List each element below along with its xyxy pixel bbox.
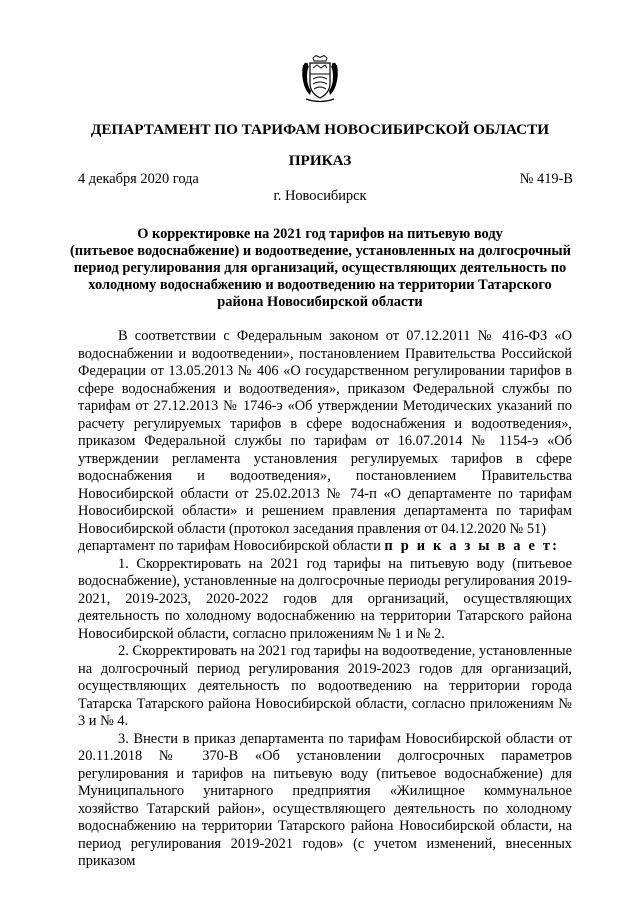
coat-of-arms-icon	[300, 55, 340, 105]
item-1-paragraph: 1. Скорректировать на 2021 год тарифы на питьевую воду (питьевое водоснабжение), установленные на долгосрочные периоды регулирования 2019-2021, 2019-2023, 2020-2022 годов для организаций, осуществляющих деятельность по холодному водоснабжению на территории Татарского района Новосибирской области, согласно приложениям № 1 и № 2.	[78, 555, 572, 642]
preamble-paragraph: В соответствии с Федеральным законом от 07.12.2011 № 416-ФЗ «О водоснабжении и водоотведении», постановлением Правительства Российской Федерации от 13.05.2013 № 406 «О государственном регулировании тарифов в сфере водоснабжения и водоотведения», приказом Федеральной службы по тарифам от 27.12.2013 № 1746-э «Об утверждении Методических указаний по расчету регулируемых тарифов в сфере водоснабжения и водоотведения», приказом Федеральной службы по тарифам от 16.07.2014 № 1154-э «Об утверждении регламента установления регулируемых тарифов в сфере водоснабжения и водоотведения», постановлением Правительства Новосибирской области от 25.02.2013 № 74-п «О департаменте по тарифам Новосибирской области» и решением правления департамента по тарифам Новосибирской области (протокол заседания правления от 04.12.2020 № 51)	[78, 328, 572, 537]
order-date: 4 декабря 2020 года	[78, 171, 199, 187]
order-city: г. Новосибирск	[273, 188, 367, 204]
subject-line: О корректировке на 2021 год тарифов на питьевую воду	[137, 226, 503, 242]
subject-line: период регулирования для организаций, осуществляющих деятельность по	[73, 260, 567, 276]
resolve-line	[78, 538, 572, 556]
department-title: ДЕПАРТАМЕНТ ПО ТАРИФАМ НОВОСИБИРСКОЙ ОБЛАСТИ	[90, 121, 550, 138]
order-subject	[70, 226, 570, 311]
resolve-prefix: департамент по тарифам Новосибирской области	[78, 538, 381, 554]
subject-line: холодному водоснабжению и водоотведению на территории Татарского	[88, 277, 552, 293]
document-type: ПРИКАЗ	[288, 152, 352, 169]
subject-line: района Новосибирской области	[217, 294, 423, 310]
order-body	[78, 328, 572, 871]
resolve-word: п р и к а з ы в а е т:	[384, 538, 560, 554]
item-3-paragraph: 3. Внести в приказ департамента по тарифам Новосибирской области от 20.11.2018 № 370-В «Об установлении долгосрочных параметров регулирования и тарифов на питьевую воду (питьевое водоснабжение) для Муниципального унитарного предприятия «Жилищное коммунальное хозяйство Татарский район», осуществляющего деятельность по холодному водоснабжению на территории Татарского района Новосибирской области, на период регулирования 2019-2021 годов» (с учетом изменений, внесенных приказом	[78, 730, 572, 869]
order-number: № 419-В	[519, 171, 573, 187]
subject-line: (питьевое водоснабжение) и водоотведение, установленных на долгосрочный	[70, 243, 571, 259]
item-2-paragraph: 2. Скорректировать на 2021 год тарифы на водоотведение, установленные на долгосрочный период регулирования 2019-2023 годов для организаций, осуществляющих деятельность по водоотведению на территории города Татарска Татарского района Новосибирской области, согласно приложениям № 3 и № 4.	[78, 643, 572, 729]
